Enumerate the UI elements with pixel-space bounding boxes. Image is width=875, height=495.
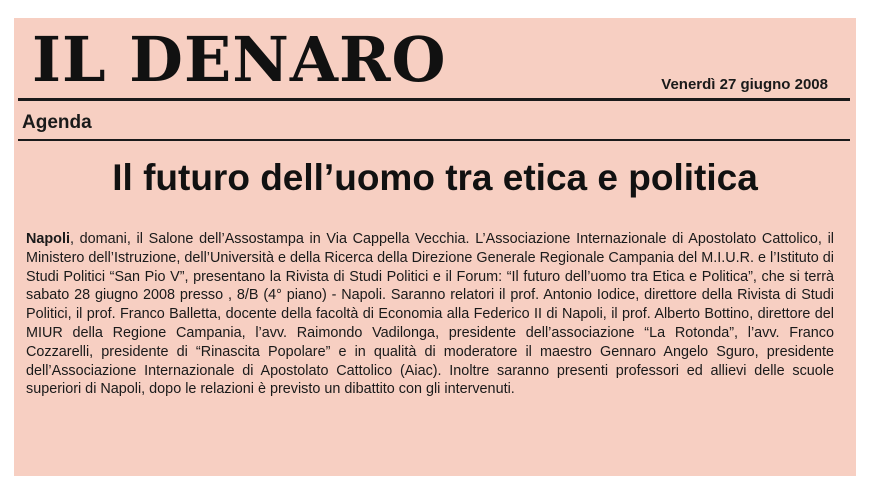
section-label: Agenda: [22, 112, 92, 133]
issue-date: Venerdì 27 giugno 2008: [661, 76, 828, 93]
section-rule: [18, 139, 850, 141]
article-place: Napoli: [26, 231, 70, 247]
article-body: [26, 230, 834, 399]
article-headline: Il futuro dell’uomo tra etica e politica: [112, 157, 758, 198]
newspaper-masthead: IL DENARO: [32, 23, 447, 96]
masthead-rule: [18, 98, 850, 101]
newspaper-clipping: [14, 18, 856, 476]
article-text: , domani, il Salone dell’Assostampa in Via Cappella Vecchia. L’Associazione Internazionale di Apostolato Cattolico, il Ministero dell’Istruzione, dell’Università e della Ricerca della Direzione Generale Regionale Campania del M.I.U.R. e l’Istituto di Studi Politici “San Pio V”, presentano la Rivista di Studi Politici e il Forum: “Il futuro dell’uomo tra Etica e Politica”, che si terrà sabato 28 giugno 2008 presso , 8/B (4° piano) - Napoli. Saranno relatori il prof. Antonio Iodice, direttore della Rivista di Studi Politici, il prof. Franco Balletta, docente della facoltà di Economia alla Federico II di Napoli, il prof. Alberto Bottino, direttore del MIUR della Regione Campania, l’avv. Raimondo Vadilonga, presidente dell’associazione “La Rotonda”, l’avv. Franco Cozzarelli, presidente di “Rinascita Popolare” e in qualità di moderatore il maestro Gennaro Angelo Sguro, presidente dell’Associazione Internazionale di Apostolato Cattolico (Aiac). Inoltre saranno presenti professori ed allievi delle scuole superiori di Napoli, dopo le relazioni è previsto un dibattito con gli intervenuti.: [26, 231, 834, 398]
